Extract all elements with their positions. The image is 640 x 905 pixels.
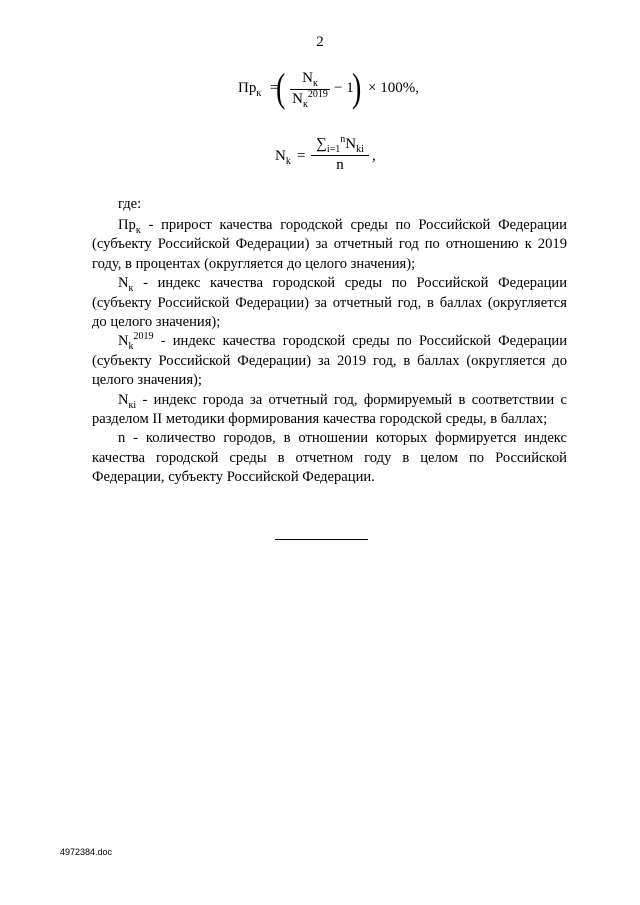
formula1-tail: × 100%, (368, 80, 419, 96)
definition-2019-index: $N_k^{2019}$ - индекс качества городской среды по Российской Федерации (субъекту Российской Федерации) за 2019 год, в баллах (округляется до целого значения); (92, 331, 567, 389)
formula2-lhs: $N_k$ (275, 148, 291, 167)
formula2-denominator: n (336, 157, 344, 173)
formula2-eq: = (297, 148, 306, 164)
formula1-minus-one: − 1 (334, 80, 354, 96)
end-rule (275, 539, 368, 540)
formula1-lhs: $Пр_к$ (238, 80, 262, 99)
where-label: где: (118, 196, 142, 212)
definition-city-index: $N_{кi}$ - индекс города за отчетный год, формируемый в соответствии с разделом II методики формирования качества городской среды, в баллах; (92, 391, 567, 428)
footer-filename: 4972384.doc (60, 847, 113, 857)
formula2-fraction (311, 136, 369, 174)
definition-current-index: $N_к$ - индекс качества городской среды по Российской Федерации (субъекту Российской Федерации) за отчетный год, в баллах (округляется до целого значения); (92, 275, 567, 331)
definition-growth: $Пр_к$ - прирост качества городской среды по Российской Федерации (субъекту Российской Федерации) за отчетный год по отношению к 2019 году, в процентах (округляется до целого значения); (92, 217, 567, 272)
formula2-numerator: $\sum_{i=1}^nN_{ki}$ (316, 134, 364, 155)
formula2-tail: , (372, 148, 376, 164)
formula1-eq: = (270, 80, 279, 96)
right-paren: ) (351, 65, 362, 110)
formula1-fraction (290, 70, 330, 108)
page-number: 2 (316, 34, 324, 50)
definitions-block (92, 216, 567, 488)
definition-city-count: n - количество городов, в отношении которых формируется индекс качества городской среды в отчетном году в целом по Российской Федерации, субъекту Российской Федерации. (92, 430, 567, 486)
left-paren: ( (275, 65, 286, 110)
formula1-denominator: $N_к^{2019}$ (292, 89, 328, 110)
formula1-numerator: $N_к$ (302, 70, 318, 89)
